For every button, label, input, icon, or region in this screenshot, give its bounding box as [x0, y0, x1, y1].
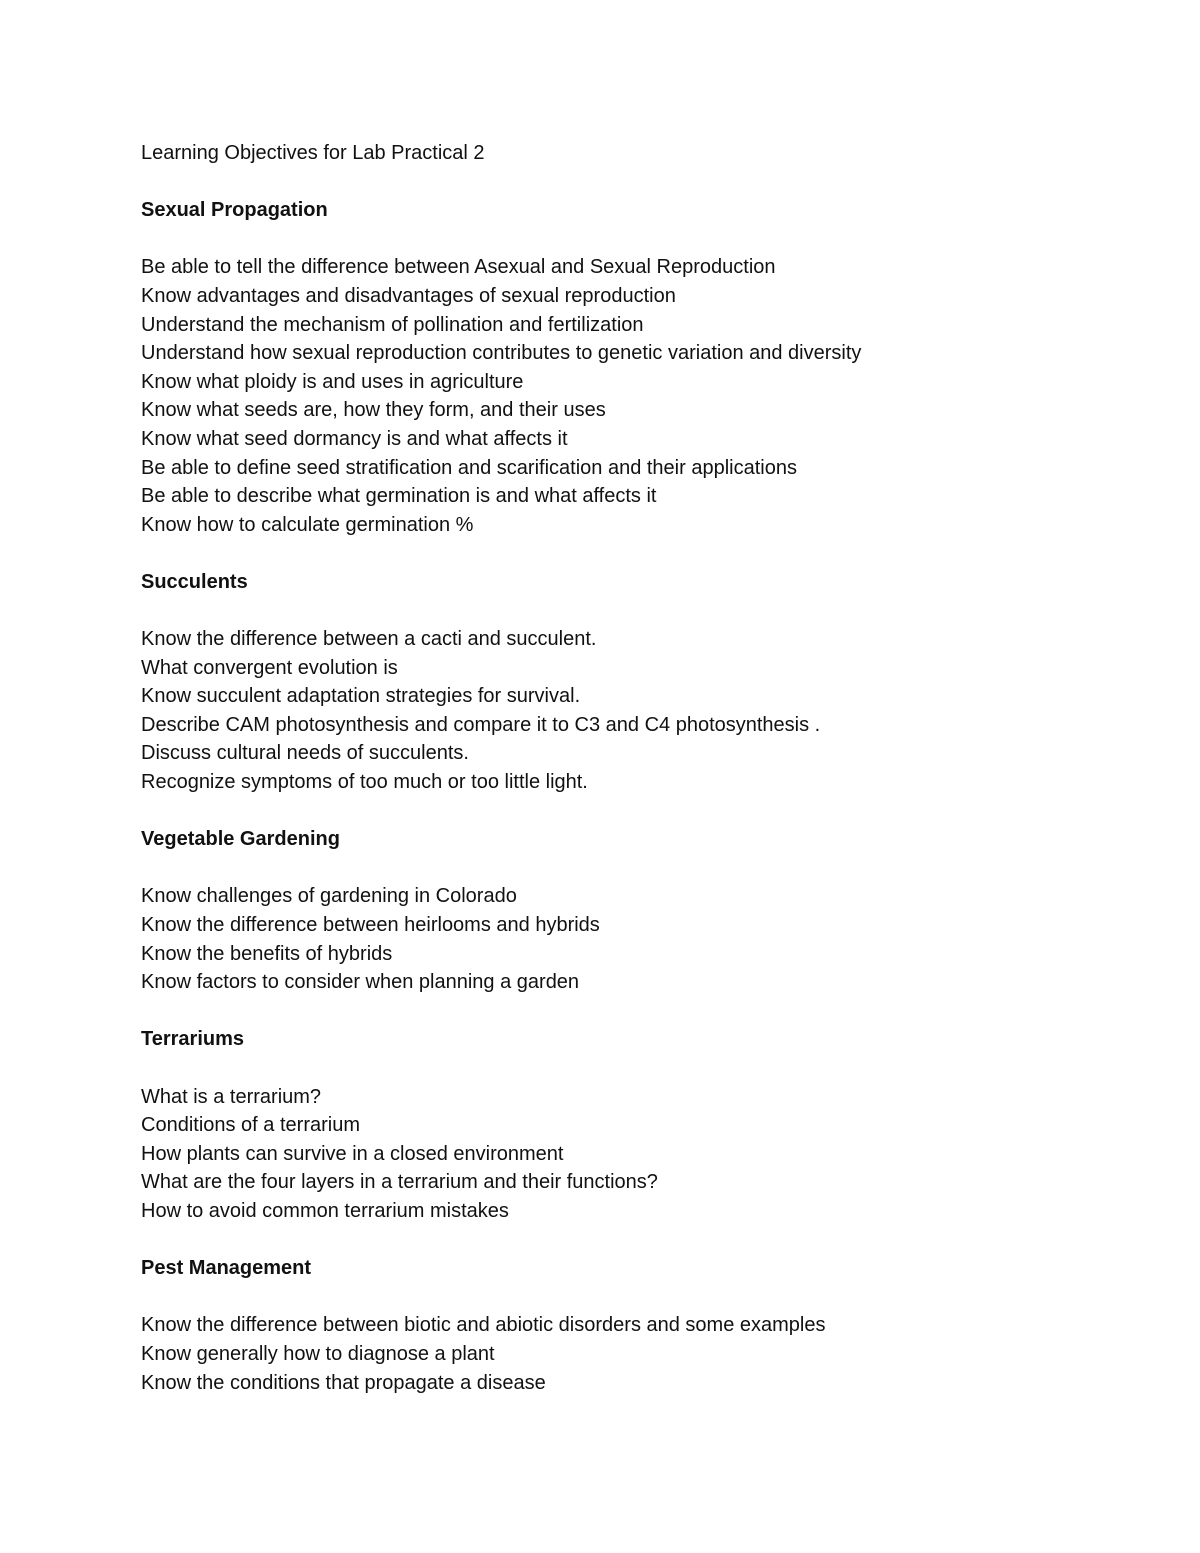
- objective-item: Recognize symptoms of too much or too little light.: [141, 771, 588, 794]
- objective-item: Know the difference between heirlooms and hybrids: [141, 914, 600, 937]
- objective-item: Know the difference between a cacti and succulent.: [141, 628, 597, 651]
- objective-item: Know what seeds are, how they form, and their uses: [141, 399, 606, 422]
- objective-item: Conditions of a terrarium: [141, 1114, 360, 1137]
- objective-item: Be able to describe what germination is and what affects it: [141, 485, 657, 508]
- objective-item: Know the conditions that propagate a disease: [141, 1371, 546, 1394]
- objective-item: Understand the mechanism of pollination and fertilization: [141, 313, 644, 336]
- sections-container: [141, 196, 1141, 1397]
- section-heading: Sexual Propagation: [141, 199, 328, 222]
- objective-item: Know factors to consider when planning a garden: [141, 971, 580, 994]
- objective-item: Understand how sexual reproduction contributes to genetic variation and diversity: [141, 342, 862, 365]
- objective-item: Know advantages and disadvantages of sexual reproduction: [141, 284, 676, 307]
- section: [141, 568, 1141, 797]
- objective-item: How plants can survive in a closed environment: [141, 1142, 564, 1165]
- section: [141, 1025, 1141, 1225]
- objective-list: [141, 882, 1141, 996]
- objective-item: Know succulent adaptation strategies for survival.: [141, 685, 581, 708]
- objective-item: Be able to tell the difference between Asexual and Sexual Reproduction: [141, 256, 776, 279]
- section: [141, 825, 1141, 997]
- objective-list: [141, 253, 1141, 539]
- objective-item: Describe CAM photosynthesis and compare it to C3 and C4 photosynthesis .: [141, 713, 821, 736]
- document-page: [141, 139, 1141, 1397]
- objective-item: Know the difference between biotic and abiotic disorders and some examples: [141, 1314, 826, 1337]
- section-heading: Vegetable Gardening: [141, 828, 340, 851]
- objective-item: Know what ploidy is and uses in agriculture: [141, 370, 524, 393]
- section: [141, 196, 1141, 539]
- objective-list: [141, 625, 1141, 797]
- objective-item: How to avoid common terrarium mistakes: [141, 1199, 509, 1222]
- objective-item: Know challenges of gardening in Colorado: [141, 885, 517, 908]
- section-heading: Pest Management: [141, 1257, 312, 1280]
- section: [141, 1254, 1141, 1397]
- objective-list: [141, 1311, 1141, 1397]
- section-heading: Succulents: [141, 570, 248, 593]
- objective-item: Discuss cultural needs of succulents.: [141, 742, 469, 765]
- objective-item: What is a terrarium?: [141, 1085, 322, 1108]
- objective-item: Know what seed dormancy is and what affects it: [141, 427, 568, 450]
- objective-item: Know how to calculate germination %: [141, 513, 474, 536]
- objective-item: What convergent evolution is: [141, 656, 398, 679]
- document-title: Learning Objectives for Lab Practical 2: [141, 142, 485, 164]
- objective-list: [141, 1083, 1141, 1226]
- objective-item: Know generally how to diagnose a plant: [141, 1342, 495, 1365]
- section-heading: Terrariums: [141, 1028, 245, 1051]
- objective-item: Know the benefits of hybrids: [141, 942, 393, 965]
- objective-item: Be able to define seed stratification and scarification and their applications: [141, 456, 797, 479]
- objective-item: What are the four layers in a terrarium and their functions?: [141, 1171, 658, 1194]
